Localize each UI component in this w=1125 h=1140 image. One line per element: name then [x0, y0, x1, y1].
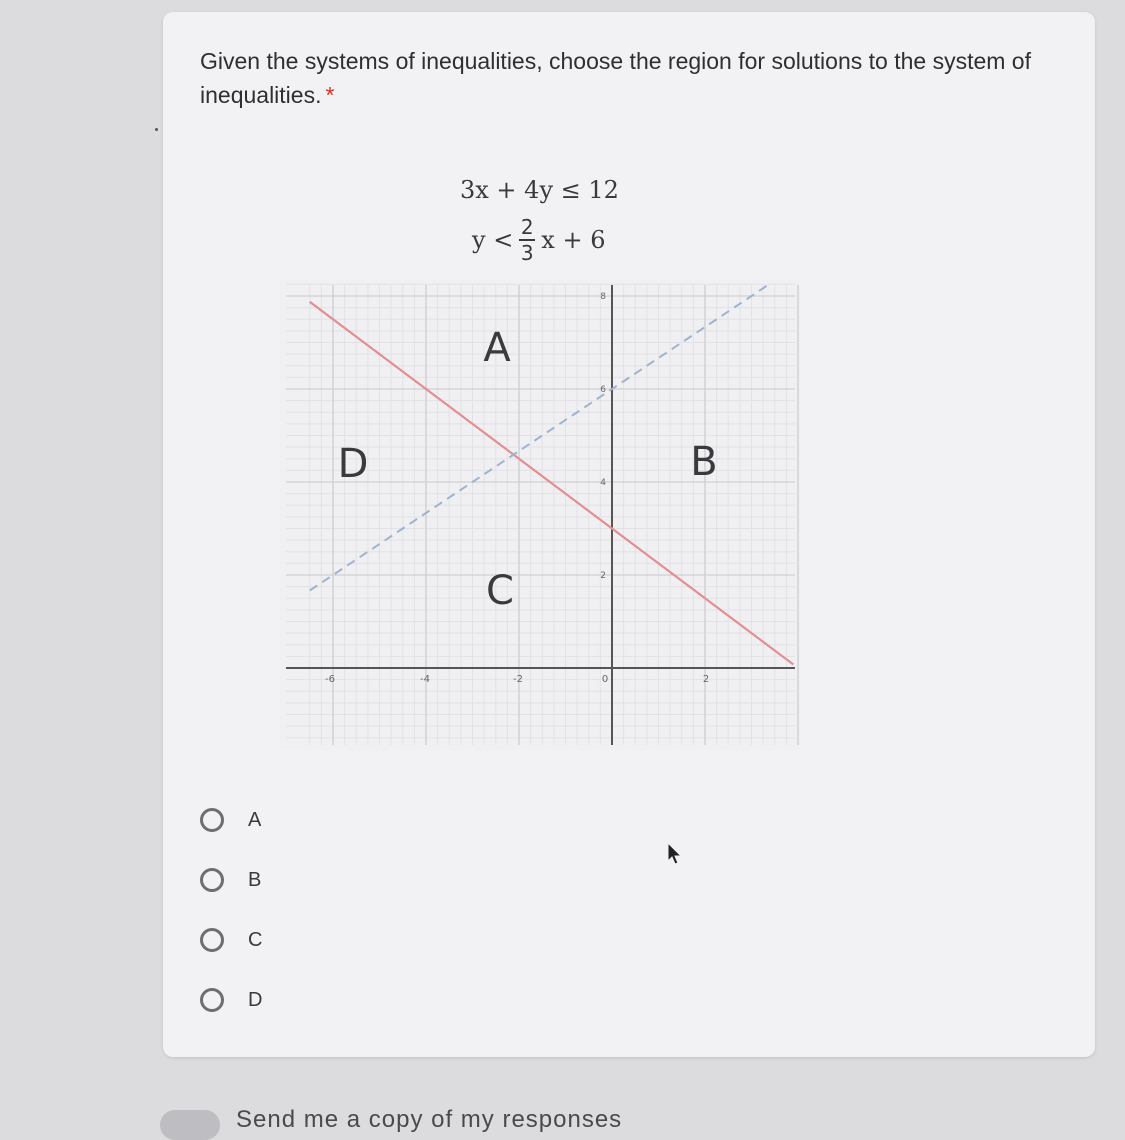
inequality-1: 3x + 4y ≤ 12: [460, 176, 619, 204]
region-label-c: C: [486, 568, 514, 614]
radio-button[interactable]: [200, 868, 224, 892]
radio-button[interactable]: [200, 988, 224, 1012]
mouse-cursor-icon: [666, 841, 684, 867]
fraction-denominator: 3: [520, 241, 534, 265]
inequality-2-right: x + 6: [541, 226, 606, 254]
question-text: Given the systems of inequalities, choose the region for solutions to the system of inequalities.: [200, 48, 1031, 108]
option-a[interactable]: [196, 790, 262, 850]
inequality-2: [472, 214, 605, 266]
region-label-a: A: [483, 325, 511, 371]
radio-button[interactable]: [200, 808, 224, 832]
x-tick-label: -4: [420, 674, 430, 685]
option-label: C: [248, 928, 263, 951]
y-tick-label: 6: [600, 385, 606, 395]
x-tick-label: 2: [702, 674, 710, 685]
send-copy-label: Send me a copy of my responses: [236, 1106, 623, 1133]
inequality-graph: [280, 280, 800, 750]
y-tick-label: 2: [600, 571, 606, 581]
x-tick-label: 0: [601, 674, 609, 685]
option-b[interactable]: [196, 850, 262, 910]
stray-dot: [155, 128, 158, 131]
required-asterisk: *: [325, 82, 335, 108]
y-tick-label: 4: [600, 478, 606, 488]
question-title: [200, 44, 1070, 112]
option-label: A: [248, 808, 262, 831]
x-tick-label: -2: [513, 674, 523, 685]
send-copy-toggle[interactable]: [160, 1110, 220, 1140]
region-label-b: B: [690, 439, 718, 485]
y-tick-label: 8: [600, 292, 606, 302]
fraction: [519, 216, 535, 264]
radio-button[interactable]: [200, 928, 224, 952]
answer-options: [196, 790, 262, 1030]
option-label: D: [248, 988, 263, 1011]
x-tick-label: -6: [325, 674, 335, 685]
option-d[interactable]: [196, 970, 262, 1030]
option-c[interactable]: [196, 910, 262, 970]
inequality-2-left: y <: [472, 226, 514, 254]
fraction-numerator: 2: [520, 215, 534, 239]
option-label: B: [248, 868, 262, 891]
region-label-d: D: [337, 441, 369, 487]
